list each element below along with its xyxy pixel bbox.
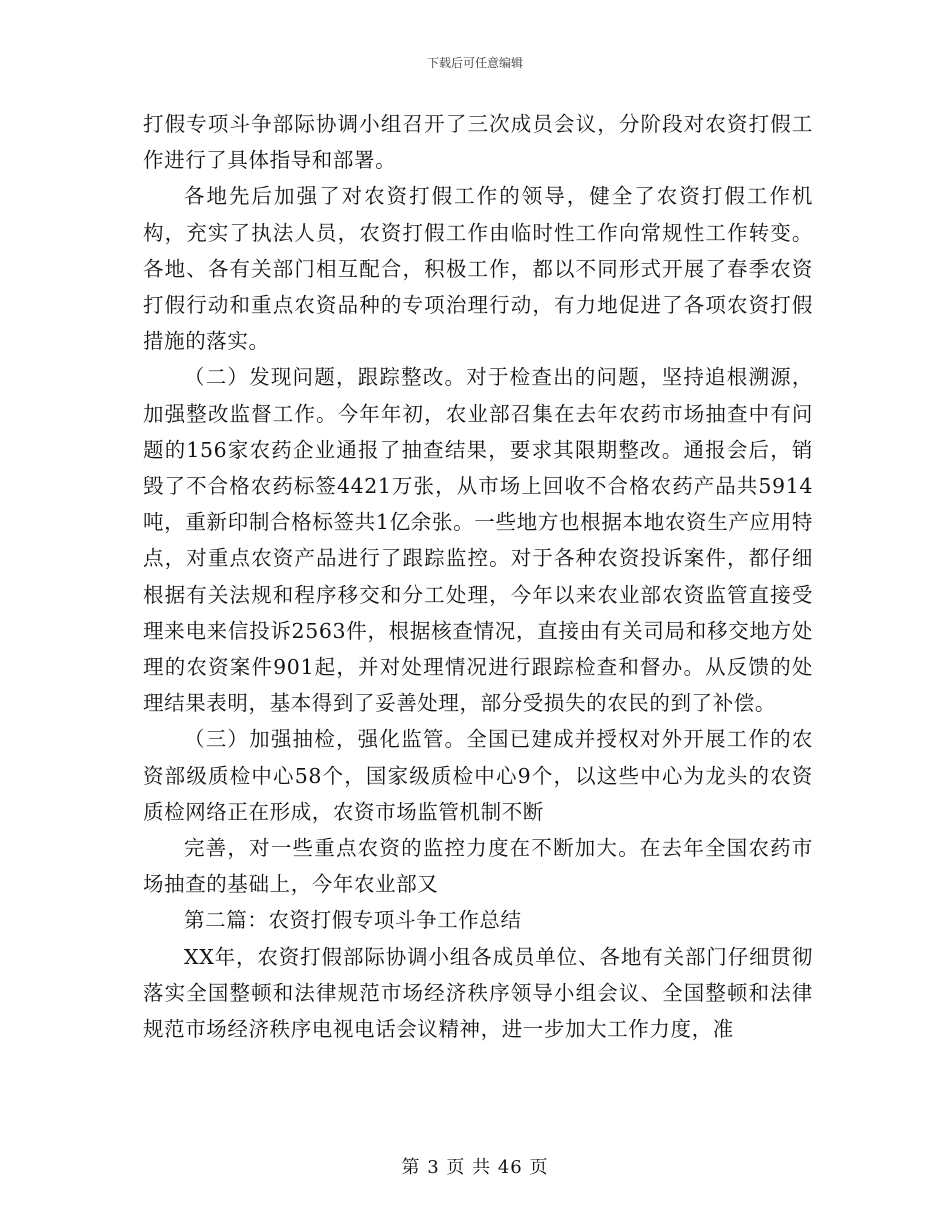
document-body: [143, 106, 813, 1047]
paragraph-6: XX年，农资打假部际协调小组各成员单位、各地有关部门仔细贯彻落实全国整顿和法律规范市场经济秩序领导小组会议、全国整顿和法律规范市场经济秩序电视电话会议精神，进一步加大工作力度，准: [143, 944, 813, 1042]
paragraph-2: 各地先后加强了对农资打假工作的领导，健全了农资打假工作机构，充实了执法人员，农资打假工作由临时性工作向常规性工作转变。各地、各有关部门相互配合，积极工作，都以不同形式开展了春季农资打假行动和重点农资品种的专项治理行动，有力地促进了各项农资打假措施的落实。: [143, 184, 813, 354]
page-footer: 第 3 页 共 46 页: [401, 1157, 549, 1178]
paragraph-3: （二）发现问题，跟踪整改。对于检查出的问题，坚持追根溯源，加强整改监督工作。今年年初，农业部召集在去年农药市场抽查中有问题的156家农药企业通报了抽查结果，要求其限期整改。通报会后，销毁了不合格农药标签4421万张，从市场上回收不合格农药产品共5914吨，重新印制合格标签共1亿余张。一些地方也根据本地农资生产应用特点，对重点农资产品进行了跟踪监控。对于各种农资投诉案件，都仔细根据有关法规和程序移交和分工处理，今年以来农业部农资监管直接受理来电来信投诉2563件，根据核查情况，直接由有关司局和移交地方处理的农资案件901起，并对处理情况进行跟踪检查和督办。从反馈的处理结果表明，基本得到了妥善处理，部分受损失的农民的到了补偿。: [143, 365, 813, 716]
section-heading: 第二篇：农资打假专项斗争工作总结: [184, 908, 522, 933]
paragraph-5: 完善，对一些重点农资的监控力度在不断加大。在去年全国农药市场抽查的基础上，今年农业部又: [143, 836, 813, 897]
paragraph-4: （三）加强抽检，强化监管。全国已建成并授权对外开展工作的农资部级质检中心58个，国家级质检中心9个，以这些中心为龙头的农资质检网络正在形成，农资市场监管机制不断: [143, 727, 813, 824]
page-header: 下载后可任意编辑: [426, 56, 523, 70]
paragraph-1: 打假专项斗争部际协调小组召开了三次成员会议，分阶段对农资打假工作进行了具体指导和部署。: [143, 112, 813, 173]
